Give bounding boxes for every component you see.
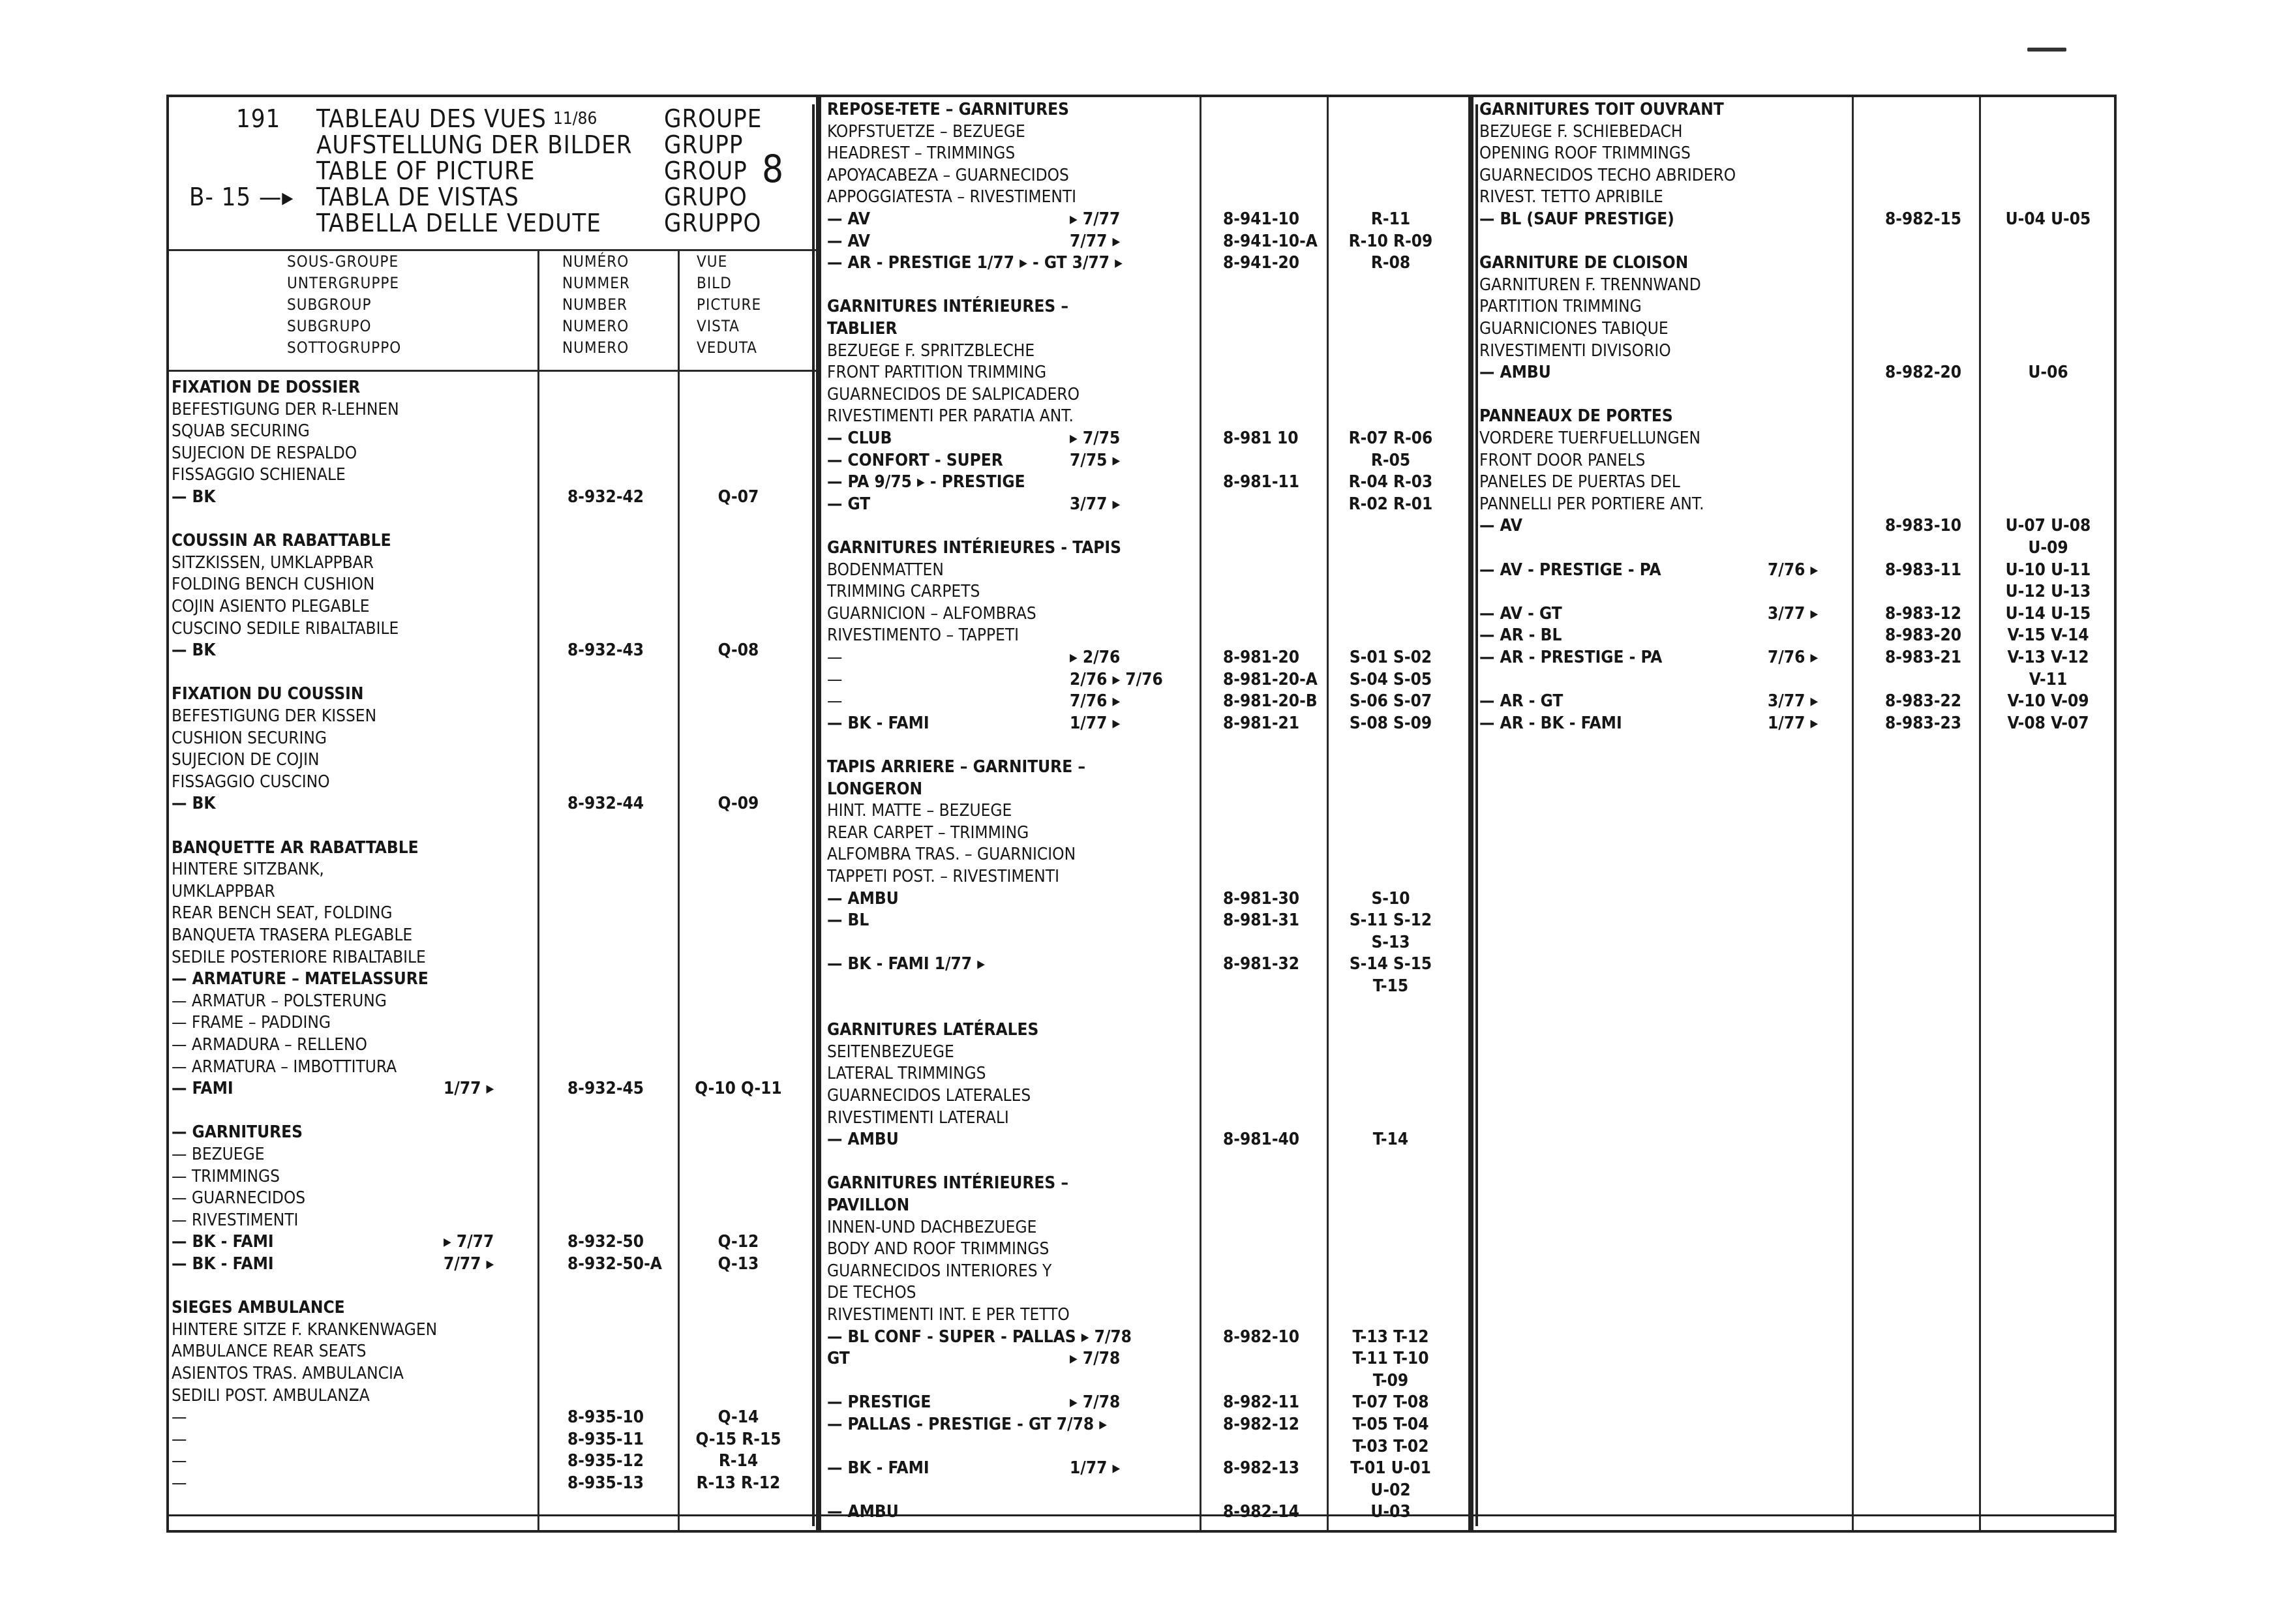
entry-text: APOYACABEZA – GUARNECIDOS: [827, 165, 1069, 185]
entry-text: FIXATION DE DOSSIER: [172, 378, 361, 397]
entry-text: GUARNICIONES TABIQUE: [1479, 319, 1669, 338]
picture-ref: T-09: [1372, 1370, 1409, 1390]
picture-ref: R-07 R-06: [1348, 428, 1433, 448]
entry-text: SUJECION DE RESPALDO: [172, 443, 357, 463]
entry-text: FISSAGGIO SCHIENALE: [172, 465, 346, 485]
picture-ref: R-14: [718, 1451, 759, 1471]
entry-text: RIVESTIMENTI INT. E PER TETTO: [827, 1305, 1070, 1325]
entry-text: LATERAL TRIMMINGS: [827, 1064, 986, 1084]
entry-text: GARNITURE DE CLOISON: [1479, 253, 1689, 273]
part-number: 8-981-20: [1223, 648, 1300, 667]
entry-text: BANQUETA TRASERA PLEGABLE: [172, 925, 413, 945]
entry-text: TRIMMING CARPETS: [827, 582, 980, 602]
entry-text: SQUAB SECURING: [172, 421, 310, 442]
picture-ref: T-15: [1372, 976, 1409, 996]
entry-text: — AV - PRESTIGE - PA: [1479, 560, 1661, 580]
entry-text: — BK - FAMI: [172, 1232, 274, 1252]
picture-ref: T-11 T-10: [1352, 1349, 1429, 1369]
entry-text: BEZUEGE F. SCHIEBEDACH: [1479, 121, 1683, 142]
picture-ref: S-08 S-09: [1349, 713, 1432, 733]
page-number: 191: [236, 104, 281, 133]
picture-ref: T-13 T-12: [1352, 1327, 1429, 1347]
part-number: 8-982-12: [1223, 1415, 1300, 1434]
group-number: 8: [762, 147, 784, 191]
entry-text: —: [172, 1407, 187, 1428]
part-number: 8-941-10: [1223, 209, 1300, 229]
part-number: 8-982-14: [1223, 1502, 1300, 1522]
part-number: 8-982-20: [1885, 363, 1962, 383]
part-number: 8-981-21: [1223, 713, 1300, 733]
entry-text: TAPPETI POST. – RIVESTIMENTI: [827, 867, 1059, 886]
part-number: 8-981-30: [1223, 888, 1300, 909]
entry-text: — PRESTIGE: [827, 1392, 931, 1413]
entry-text: PARTITION TRIMMING: [1479, 297, 1642, 317]
entry-text: BODY AND ROOF TRIMMINGS: [827, 1239, 1050, 1259]
entry-date-note: ▸ 7/78: [1070, 1349, 1121, 1369]
header-picture: VUE BILD PICTURE VISTA VEDUTA: [697, 252, 762, 357]
entry-text: FIXATION DU COUSSIN: [172, 684, 364, 704]
part-number: 8-981-32: [1223, 954, 1300, 974]
entry-text: RIVEST. TETTO APRIBILE: [1479, 187, 1663, 207]
part-number: 8-981-20-A: [1223, 669, 1318, 689]
entry-text: SUJECION DE COJIN: [172, 750, 320, 770]
picture-ref: S-01 S-02: [1349, 648, 1432, 667]
entry-text: — BEZUEGE: [172, 1145, 265, 1164]
entry-date-note: ▸ 7/77: [444, 1232, 494, 1252]
entry-date-note: ▸ 7/75: [1070, 428, 1121, 448]
entry-text: — BK - FAMI 1/77 ▸: [827, 954, 985, 974]
entry-text: FISSAGGIO CUSCINO: [172, 772, 330, 792]
entry-text: — FRAME – PADDING: [172, 1013, 331, 1033]
part-number: 8-983-11: [1885, 560, 1962, 580]
entry-date-note: 7/77 ▸: [444, 1254, 494, 1274]
part-number: 8-983-21: [1885, 648, 1962, 667]
entry-text: — ARMATURA – IMBOTTITURA: [172, 1057, 397, 1077]
entry-text: GT: [827, 1349, 850, 1369]
picture-ref: V-08 V-07: [2007, 713, 2089, 733]
part-number: 8-932-45: [567, 1079, 644, 1099]
entry-text: INNEN-UND DACHBEZUEGE: [827, 1217, 1037, 1237]
group-it: GRUPPO: [664, 209, 762, 237]
part-number: 8-983-23: [1885, 713, 1962, 733]
entry-text: — GUARNECIDOS: [172, 1188, 306, 1209]
entry-text: BANQUETTE AR RABATTABLE: [172, 837, 419, 858]
entry-text: — CONFORT - SUPER: [827, 450, 1003, 470]
picture-ref: S-13: [1371, 932, 1410, 952]
entry-text: AMBULANCE REAR SEATS: [172, 1342, 367, 1362]
part-number: 8-981-31: [1223, 910, 1300, 931]
picture-ref: S-06 S-07: [1349, 691, 1432, 712]
entry-text: VORDERE TUERFUELLUNGEN: [1479, 428, 1701, 448]
entry-text: —: [827, 648, 843, 667]
entry-text: — AMBU: [1479, 363, 1551, 383]
header-subgroup: SOUS-GROUPE UNTERGRUPPE SUBGROUP SUBGRUPO SOTTOGRUPPO: [287, 252, 402, 357]
entry-text: — BK: [172, 794, 216, 814]
entry-text: — BK - FAMI: [827, 1458, 929, 1479]
entry-text: — AR - BK - FAMI: [1479, 713, 1622, 733]
part-number: 8-932-44: [567, 794, 644, 814]
entry-text: — ARMATUR – POLSTERUNG: [172, 991, 387, 1011]
entry-text: BEFESTIGUNG DER R-LEHNEN: [172, 399, 399, 419]
picture-ref: T-14: [1372, 1130, 1409, 1150]
picture-ref: U-04 U-05: [2005, 209, 2091, 229]
entry-text: GUARNECIDOS TECHO ABRIDERO: [1479, 165, 1736, 185]
picture-ref: U-09: [2028, 538, 2068, 558]
entry-text: DE TECHOS: [827, 1283, 916, 1303]
entry-text: — BK - FAMI: [172, 1254, 274, 1274]
picture-ref: V-11: [2029, 669, 2068, 689]
entry-text: HINTERE SITZE F. KRANKENWAGEN: [172, 1319, 438, 1340]
part-number: 8-983-10: [1885, 516, 1962, 536]
entry-text: — AMBU: [827, 1130, 899, 1150]
picture-ref: S-04 S-05: [1349, 669, 1432, 689]
picture-ref: U-10 U-11: [2005, 560, 2091, 580]
entry-date-note: 3/77 ▸: [1768, 691, 1819, 712]
entry-text: GARNITURES INTÉRIEURES –: [827, 297, 1069, 317]
entry-text: COJIN ASIENTO PLEGABLE: [172, 597, 370, 616]
entry-text: COUSSIN AR RABATTABLE: [172, 531, 391, 551]
picture-ref: R-13 R-12: [696, 1473, 781, 1493]
entry-date-note: 1/77 ▸: [1070, 713, 1121, 733]
entry-date-note: 1/77 ▸: [444, 1079, 494, 1099]
picture-ref: U-06: [2028, 363, 2068, 383]
part-number: 8-981-11: [1223, 472, 1300, 492]
part-number: 8-983-20: [1885, 625, 1962, 646]
part-number: 8-932-50: [567, 1232, 644, 1252]
picture-ref: S-14 S-15: [1349, 954, 1432, 974]
entry-text: LONGERON: [827, 779, 923, 799]
entry-text: — AMBU: [827, 888, 899, 909]
picture-ref: U-03: [1370, 1502, 1411, 1522]
entry-text: — BK: [172, 487, 216, 507]
part-number: 8-982-13: [1223, 1458, 1300, 1479]
entry-text: — AV - GT: [1479, 603, 1562, 623]
entry-text: GUARNECIDOS INTERIORES Y: [827, 1261, 1052, 1281]
part-number: 8-981-20-B: [1223, 691, 1318, 712]
entry-text: — PALLAS - PRESTIGE - GT 7/78 ▸: [827, 1415, 1108, 1434]
entry-date-note: 1/77 ▸: [1070, 1458, 1121, 1479]
entry-text: — AR - PRESTIGE 1/77 ▸ - GT 3/77 ▸: [827, 253, 1123, 273]
part-number: 8-941-20: [1223, 253, 1300, 273]
footer-rule: [166, 1514, 2117, 1535]
scan-mark: [2027, 48, 2066, 52]
part-number: 8-982-15: [1885, 209, 1962, 229]
entry-date-note: 7/76 ▸: [1768, 560, 1819, 580]
entry-text: — BL CONF - SUPER - PALLAS ▸ 7/78: [827, 1327, 1132, 1347]
entry-text: — GARNITURES: [172, 1122, 303, 1143]
entry-text: — AV: [1479, 516, 1522, 536]
entry-text: — AMBU: [827, 1502, 899, 1522]
entry-date-note: 7/76 ▸: [1768, 648, 1819, 667]
entry-text: FOLDING BENCH CUSHION: [172, 575, 375, 595]
part-number: 8-982-11: [1223, 1392, 1300, 1413]
entry-text: — AV: [827, 209, 870, 229]
entry-text: PAVILLON: [827, 1195, 910, 1215]
entry-text: SEITENBEZUEGE: [827, 1042, 954, 1062]
entry-text: TABLIER: [827, 319, 898, 338]
picture-ref: T-07 T-08: [1352, 1392, 1429, 1413]
entry-text: — TRIMMINGS: [172, 1166, 280, 1186]
picture-ref: T-01 U-01: [1350, 1458, 1431, 1479]
entry-text: — AR - PRESTIGE - PA: [1479, 648, 1663, 667]
picture-ref: Q-13: [718, 1254, 759, 1274]
picture-ref: R-08: [1370, 253, 1411, 273]
title-en: TABLE OF PICTURE: [316, 157, 536, 185]
entry-text: REPOSE-TETE – GARNITURES: [827, 100, 1069, 119]
entry-date-note: 7/75 ▸: [1070, 450, 1121, 470]
entry-text: —: [827, 669, 843, 689]
part-number: 8-982-10: [1223, 1327, 1300, 1347]
entry-text: UMKLAPPBAR: [172, 881, 275, 901]
entry-text: GUARNECIDOS DE SALPICADERO: [827, 384, 1080, 404]
entry-text: — RIVESTIMENTI: [172, 1210, 299, 1230]
entry-text: —: [172, 1429, 187, 1449]
entry-text: FRONT PARTITION TRIMMING: [827, 363, 1047, 383]
entry-text: — PA 9/75 ▸ - PRESTIGE: [827, 472, 1025, 492]
entry-text: TAPIS ARRIERE – GARNITURE –: [827, 757, 1086, 777]
entry-text: — BK - FAMI: [827, 713, 929, 733]
entry-text: HINT. MATTE – BEZUEGE: [827, 801, 1012, 821]
part-number: 8-932-42: [567, 487, 644, 507]
entry-text: BEFESTIGUNG DER KISSEN: [172, 706, 377, 726]
part-number: 8-941-10-A: [1223, 231, 1318, 251]
entry-date-note: 3/77 ▸: [1070, 494, 1121, 514]
entry-date-note: 1/77 ▸: [1768, 713, 1819, 733]
picture-ref: R-11: [1370, 209, 1411, 229]
entry-text: CUSHION SECURING: [172, 728, 327, 748]
column-divider: [1475, 104, 1478, 1526]
entry-text: APPOGGIATESTA – RIVESTIMENTI: [827, 187, 1077, 207]
picture-ref: Q-12: [718, 1232, 759, 1252]
group-es: GRUPO: [664, 183, 748, 211]
entry-text: KOPFSTUETZE – BEZUEGE: [827, 121, 1025, 142]
title-it: TABELLA DELLE VEDUTE: [316, 209, 601, 237]
header-number: NUMÉRO NUMMER NUMBER NUMERO NUMERO: [562, 252, 630, 357]
entry-text: — ARMADURA – RELLENO: [172, 1035, 367, 1055]
part-number: 8-983-22: [1885, 691, 1962, 712]
entry-text: SEDILE POSTERIORE RIBALTABILE: [172, 947, 426, 967]
title-es: TABLA DE VISTAS: [316, 183, 519, 211]
entry-text: —: [827, 691, 843, 712]
column-divider: [812, 104, 815, 1526]
subgroup-ref: B- 15 —▸: [189, 183, 294, 211]
picture-ref: S-11 S-12: [1349, 910, 1432, 931]
entry-text: —: [172, 1451, 187, 1471]
entry-text: HEADREST – TRIMMINGS: [827, 143, 1016, 164]
picture-ref: U-12 U-13: [2005, 582, 2091, 602]
picture-ref: Q-10 Q-11: [695, 1079, 782, 1099]
picture-ref: T-05 T-04: [1352, 1415, 1429, 1434]
picture-ref: Q-07: [718, 487, 759, 507]
part-number: 8-981 10: [1223, 428, 1299, 448]
entry-text: GARNITUREN F. TRENNWAND: [1479, 275, 1701, 295]
entry-text: REAR CARPET – TRIMMING: [827, 822, 1029, 843]
entry-text: PANNEAUX DE PORTES: [1479, 406, 1673, 427]
entry-text: REAR BENCH SEAT, FOLDING: [172, 903, 393, 924]
picture-ref: U-07 U-08: [2005, 516, 2091, 536]
part-number: 8-932-43: [567, 640, 644, 661]
picture-ref: Q-14: [718, 1407, 759, 1428]
picture-ref: R-10 R-09: [1348, 231, 1433, 251]
entry-text: RIVESTIMENTO – TAPPETI: [827, 625, 1020, 646]
picture-ref: V-13 V-12: [2007, 648, 2089, 667]
picture-ref: U-02: [1370, 1480, 1411, 1500]
part-number: 8-932-50-A: [567, 1254, 662, 1274]
picture-ref: U-14 U-15: [2005, 603, 2091, 623]
edition-date: 11/86: [553, 109, 597, 128]
entry-text: GARNITURES INTÉRIEURES –: [827, 1173, 1069, 1194]
entry-text: GUARNICION – ALFOMBRAS: [827, 603, 1036, 623]
entry-date-note: 3/77 ▸: [1768, 603, 1819, 623]
entry-text: BODENMATTEN: [827, 560, 944, 580]
entry-text: GARNITURES LATÉRALES: [827, 1020, 1039, 1040]
entry-text: PANNELLI PER PORTIERE ANT.: [1479, 494, 1704, 514]
entry-date-note: ▸ 2/76: [1070, 648, 1121, 667]
picture-ref: T-03 T-02: [1352, 1436, 1429, 1456]
entry-text: SIEGES AMBULANCE: [172, 1298, 345, 1318]
picture-ref: R-05: [1370, 450, 1411, 470]
entry-text: — AV: [827, 231, 870, 251]
entry-text: GARNITURES INTÉRIEURES - TAPIS: [827, 538, 1121, 558]
part-number: 8-935-10: [567, 1407, 644, 1428]
part-number: 8-935-12: [567, 1451, 644, 1471]
group-de: GRUPP: [664, 130, 744, 159]
entry-text: SEDILI POST. AMBULANZA: [172, 1385, 370, 1405]
entry-text: PANELES DE PUERTAS DEL: [1479, 472, 1680, 492]
entry-date-note: ▸ 7/78: [1070, 1392, 1121, 1413]
group-en: GROUP: [664, 157, 748, 185]
entry-text: RIVESTIMENTI DIVISORIO: [1479, 340, 1671, 361]
group-fr: GROUPE: [664, 104, 763, 133]
part-number: 8-935-13: [567, 1473, 644, 1493]
part-number: 8-983-12: [1885, 603, 1962, 623]
entry-text: — GT: [827, 494, 871, 514]
entry-date-note: 2/76 ▸ 7/76: [1070, 669, 1163, 689]
picture-ref: Q-09: [718, 794, 759, 814]
entry-text: — BL: [827, 910, 869, 931]
entry-text: GARNITURES TOIT OUVRANT: [1479, 100, 1724, 119]
entry-date-note: 7/76 ▸: [1070, 691, 1121, 712]
entry-text: — CLUB: [827, 428, 892, 448]
entry-text: — ARMATURE – MATELASSURE: [172, 969, 429, 989]
entry-text: — FAMI: [172, 1079, 234, 1099]
entry-text: ASIENTOS TRAS. AMBULANCIA: [172, 1364, 404, 1383]
part-number: 8-981-40: [1223, 1130, 1300, 1150]
entry-text: OPENING ROOF TRIMMINGS: [1479, 143, 1691, 164]
entry-text: GUARNECIDOS LATERALES: [827, 1086, 1031, 1105]
picture-ref: V-15 V-14: [2007, 625, 2089, 646]
entry-text: —: [172, 1473, 187, 1493]
entry-text: — AR - BL: [1479, 625, 1562, 646]
entry-text: RIVESTIMENTI LATERALI: [827, 1107, 1009, 1128]
entry-text: BEZUEGE F. SPRITZBLECHE: [827, 340, 1035, 361]
entry-text: ALFOMBRA TRAS. – GUARNICION: [827, 845, 1076, 865]
entry-text: RIVESTIMENTI PER PARATIA ANT.: [827, 406, 1074, 427]
picture-ref: R-02 R-01: [1348, 494, 1433, 514]
entry-text: HINTERE SITZBANK,: [172, 860, 324, 880]
picture-ref: R-04 R-03: [1348, 472, 1433, 492]
picture-ref: Q-08: [718, 640, 759, 661]
title-fr: TABLEAU DES VUES: [316, 104, 547, 133]
entry-text: — BK: [172, 640, 216, 661]
picture-ref: V-10 V-09: [2007, 691, 2089, 712]
picture-ref: S-10: [1371, 888, 1410, 909]
entry-date-note: ▸ 7/77: [1070, 209, 1121, 229]
part-number: 8-935-11: [567, 1429, 644, 1449]
entry-text: — BL (SAUF PRESTIGE): [1479, 209, 1674, 229]
entry-text: — AR - GT: [1479, 691, 1563, 712]
entry-text: FRONT DOOR PANELS: [1479, 450, 1646, 470]
picture-ref: Q-15 R-15: [695, 1429, 781, 1449]
entry-text: CUSCINO SEDILE RIBALTABILE: [172, 618, 399, 638]
entry-text: SITZKISSEN, UMKLAPPBAR: [172, 552, 374, 573]
entry-date-note: 7/77 ▸: [1070, 231, 1121, 251]
title-de: AUFSTELLUNG DER BILDER: [316, 130, 633, 159]
